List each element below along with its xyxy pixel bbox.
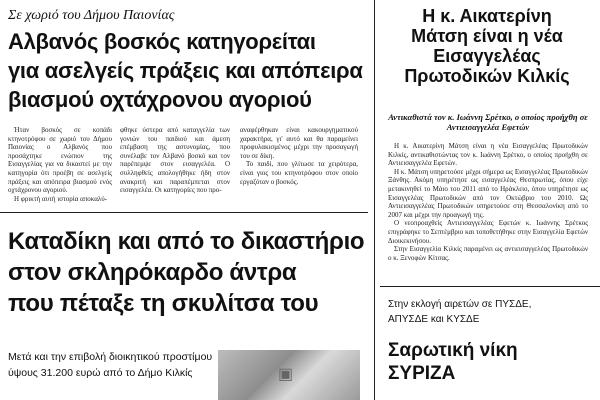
story1-paragraph: Ήταν βοσκός σε κοπάδι κτηνοτρόφου σε χωριό του Δήμου Παιονίας ο Αλβανός που προσάχτηκε ενώπιον της Εισαγγελίας για να δικαστεί με την κατηγορία ότι προέβη σε ασελγείς πράξεις και απόπειρα βιασμού ενός οχτάχρονου αγοριού. <box>8 126 112 195</box>
right-story1-paragraph: Στην Εισαγγελία Κιλκίς παραμένει ως αντιεισαγγελέας Πρωτοδικών ο κ. Ξενοφών Κίτσας. <box>388 245 588 262</box>
story1-column-2 <box>120 126 230 195</box>
right-story1-paragraph: Η κ. Αικατερίνη Μάτση είναι η νέα Εισαγγελέας Πρωτοδικών Κιλκίς, αντικαθιστώντας τον κ. Ιωάννη Σρέτκο, ο οποίος προήχθη σε Αντιεισαγγελέα Εφετών. <box>388 142 588 168</box>
story1-paragraph: Η φρικτή αυτή ιστορία αποκαλύ- <box>14 194 107 203</box>
right-story2-headline-line: ΣΥΡΙΖΑ <box>388 363 456 384</box>
story1-headline-line: βιασμού οχτάχρονου αγοριού <box>8 87 312 112</box>
right-story2-kicker <box>388 297 598 327</box>
story1-column-3 <box>240 126 358 186</box>
story1-paragraph: φθηκε ύστερα από καταγγελία των γονιών του παιδιού και άμεση επέμβαση της αστυνομίας, που συνέλαβε τον Αλβανό βοσκό και τον παρέπεμψε στον εισαγγελέα. Ο συλληφθείς απολογήθηκε ήδη στον ανακριτή και παραπέμπεται στον εισαγγελέα. Οι κατηγορίες που προ- <box>120 126 230 195</box>
right-story2-headline <box>388 339 598 385</box>
story1-paragraph: αναφέρθηκαν είναι κακουργηματικού χαρακτήρα, γι' αυτό και θα παραμείνει προφυλακισμένος μέχρι την προσαγωγή του σε δίκη. <box>240 126 358 160</box>
story1-kicker: Σε χωριό του Δήμου Παιονίας <box>8 8 175 23</box>
story1-paragraph: Το παιδί, που γλίτωσε τα χειρότερα, είναι γιος του κτηνοτρόφου στον οποίο εργαζόταν ο βοσκός. <box>240 160 358 186</box>
story1-headline-line: Αλβανός βοσκός κατηγορείται <box>8 29 316 54</box>
right-story1-headline <box>384 6 590 86</box>
right-horizontal-divider <box>380 286 600 287</box>
right-story1-headline-line: Εισαγγελέας <box>433 46 541 66</box>
story2-headline-line: στον σκληρόκαρδο άντρα <box>8 259 297 286</box>
right-story1-subtitle: Αντικαθιστά τον κ. Ιωάννη Σρέτκο, ο οποίος προήχθη σε Αντιεισαγγελέα Εφετών <box>388 112 588 132</box>
right-story1-headline-line: Πρωτοδικών Κιλκίς <box>404 66 570 86</box>
story1-headline-line: για ασελγείς πράξεις και απόπειρα <box>8 58 363 83</box>
right-story1-paragraph: Ο νεοπροαχθείς Αντιεισαγγελέας Εφετών κ. Ιωάννης Σρέτκος επιγράφηκε το Σεπτέμβριο και τοποθετήθηκε στην Εισαγγελία Εφετών Διοικεκινήσου. <box>388 219 588 245</box>
story2-headline <box>8 226 370 319</box>
right-story2-kicker-line: ΑΠΥΣΔΕ και ΚΥΣΔΕ <box>388 314 480 325</box>
story1-column-1 <box>8 126 112 203</box>
photo-icon: ▣ <box>278 366 294 383</box>
story2-subtitle-line: Μετά και την επιβολή διοικητικού προστίμου <box>8 351 213 363</box>
story2-headline-line: Καταδίκη και από το δικαστήριο <box>8 228 365 255</box>
right-story1-paragraph: Η κ. Μάτση υπηρετούσε μέχρι σήμερα ως Εισαγγελέας Πρωτοδικών Ξάνθης. Ακόμη υπηρέτησε ως εισαγγελέας Θεσπρωτίας, όπου είχε μετακινηθεί το Μάιο του 2011 από το Ηράκλειο, όπου υπηρέτησε ως Εισαγγελέας Πρωτοδικών από τον Οκτώβριο του 2010. Ως Αντιεισαγγελέας Πρωτοδικών υπηρετούσε στη Θεσσαλονίκη από το 2007 και μέχρι την προαγωγή της. <box>388 167 588 219</box>
story2-headline-line: που πέταξε τη σκυλίτσα του <box>8 290 319 317</box>
right-story1-body <box>388 142 588 262</box>
right-story2-headline-line: Σαρωτική νίκη <box>388 340 518 361</box>
right-story1-headline-line: Η κ. Αικατερίνη <box>422 6 552 26</box>
vertical-divider <box>374 0 375 400</box>
right-story1-headline-line: Μάτση είναι η νέα <box>411 26 563 46</box>
story1-headline <box>8 27 368 114</box>
story2-photo <box>218 350 360 400</box>
right-story2-kicker-line: Στην εκλογή αιρετών σε ΠΥΣΔΕ, <box>388 299 532 310</box>
horizontal-divider <box>0 212 368 213</box>
story2-subtitle-line: ύψους 31.200 ευρώ από το Δήμο Κιλκίς <box>8 367 193 379</box>
story2-subtitle <box>8 349 218 381</box>
